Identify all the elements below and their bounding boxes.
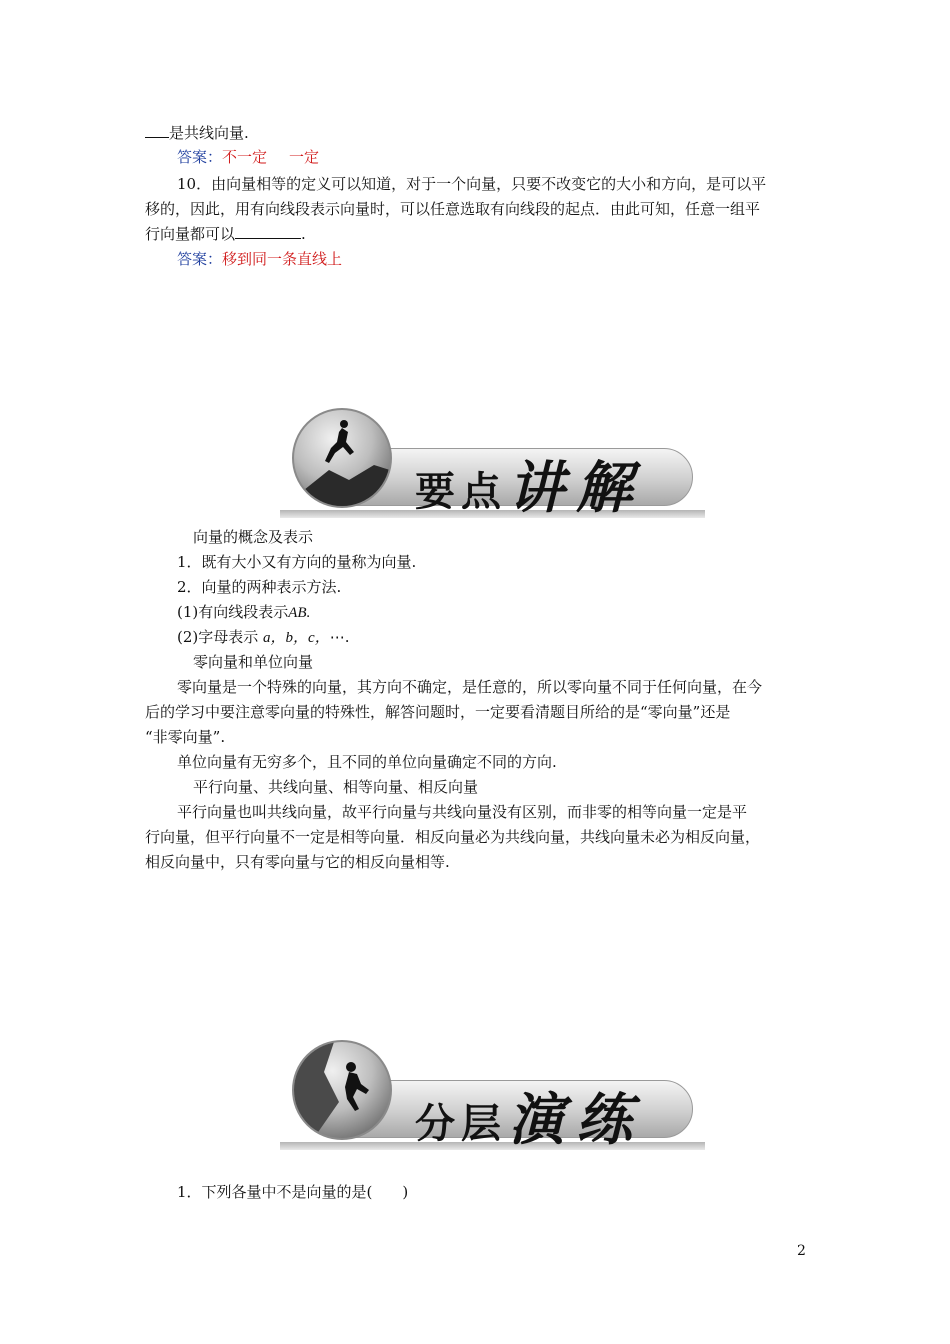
answer-label: 答案： [177,250,223,268]
exercise-question: 1．下列各量中不是向量的是( ) [177,1183,409,1201]
page-number: 2 [797,1243,806,1259]
text: 是共线向量. [169,124,249,142]
answer-line [177,247,837,271]
fill-blank [235,224,301,239]
text: . [301,225,306,243]
text-line: 单位向量有无穷多个，且不同的单位向量确定不同的方向. [177,753,557,771]
answer-value: 移到同一条直线上 [222,250,343,268]
text: ⋯. [329,628,350,646]
section-heading: 零向量和单位向量 [193,653,314,671]
question-10-line: 10．由向量相等的定义可以知道，对于一个向量，只要不改变它的大小和方向，是可以平 [177,175,767,193]
text-line: 2．向量的两种表示方法. [177,578,342,596]
text: (2)字母表示 [177,628,264,646]
answer-value: 不一定 [222,148,268,166]
question-10-line [145,222,805,246]
vector-letters: a，b，c， [263,630,330,646]
banner-title-small: 要点 [415,469,507,515]
answer-label: 答案： [177,148,223,166]
text-line: 相反向量中，只有零向量与它的相反向量相等. [145,853,450,871]
answer-line [177,145,837,169]
text-line: 后的学习中要注意零向量的特殊性，解答问题时，一定要看清题目所给的是“零向量”还是 [145,703,731,721]
text-line: 行向量，但平行向量不一定是相等向量．相反向量必为共线向量，共线向量未必为相反向量， [145,828,761,846]
fill-blank [145,123,169,138]
text-line [177,600,837,625]
climber-photo-icon [292,408,392,508]
text: (1)有向线段表示 [177,603,289,621]
banner-title-small: 分层 [415,1101,507,1147]
banner-title-big: 讲解 [508,456,644,521]
section-banner-practice [280,1040,705,1153]
section-heading: 向量的概念及表示 [193,528,314,546]
text-line: 1．既有大小又有方向的量称为向量. [177,553,417,571]
text-line: “非零向量”. [145,728,226,746]
text-line: 零向量是一个特殊的向量，其方向不确定，是任意的，所以零向量不同于任何向量，在今 [177,678,763,696]
rock-climber-photo-icon [292,1040,392,1140]
text-line [177,625,837,650]
banner-title-big: 演练 [508,1088,644,1153]
answer-value: 一定 [289,148,320,166]
text-line [145,121,805,145]
vector-symbol: AB. [288,605,311,621]
section-heading: 平行向量、共线向量、相等向量、相反向量 [193,778,479,796]
text-line: 平行向量也叫共线向量，故平行向量与共线向量没有区别，而非零的相等向量一定是平 [177,803,748,821]
section-banner-key-points [280,408,705,521]
question-10-line: 移的，因此，用有向线段表示向量时，可以任意选取有向线段的起点．由此可知，任意一组平 [145,200,761,218]
text: 行向量都可以 [145,225,236,243]
